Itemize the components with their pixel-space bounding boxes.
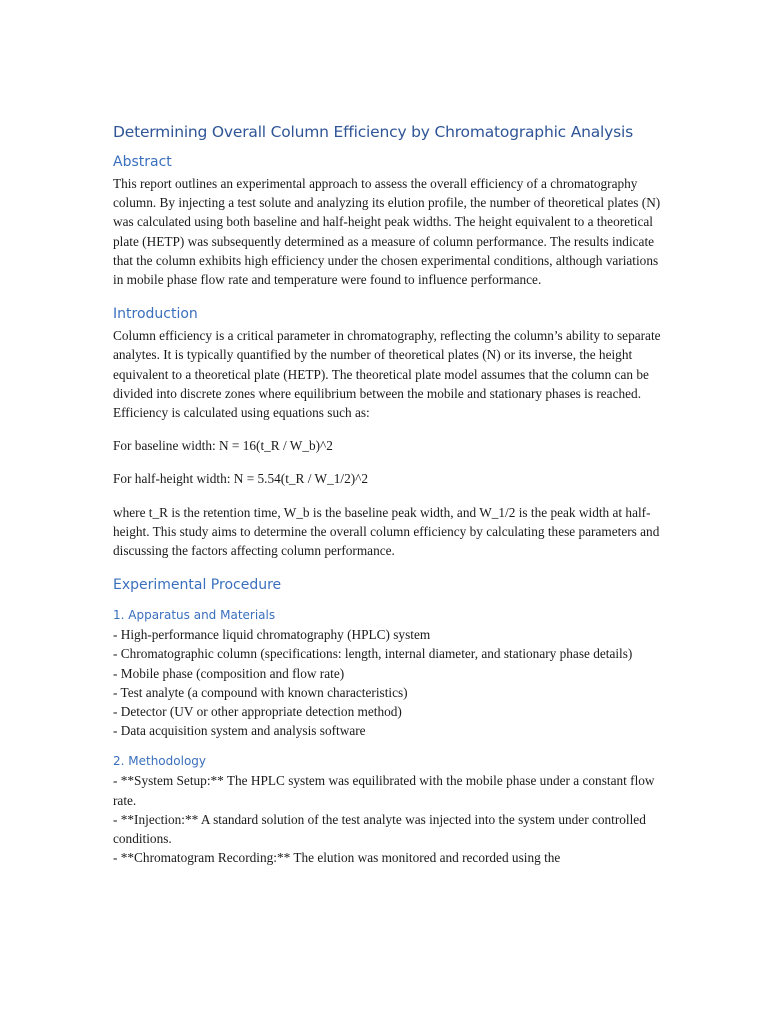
abstract-heading: Abstract	[113, 154, 172, 170]
methodology-heading: 2. Methodology	[113, 754, 207, 769]
list-item: - **Injection:** A standard solution of the test analyte was injected into the system under controlled conditions.	[113, 811, 646, 847]
equation-baseline: For baseline width: N = 16(t_R / W_b)^2	[113, 438, 333, 454]
list-item: - Detector (UV or other appropriate detection method)	[113, 704, 402, 720]
introduction-paragraph-1: Column efficiency is a critical parameter in chromatography, reflecting the column’s ability to separate analytes. It is typically quantified by the number of theoretical plates (N) or its inverse, the height equivalent to a theoretical plate (HETP). The theoretical plate model assumes that the column can be divided into discrete zones where equilibrium between the mobile and stationary phases is reached. Efficiency is calculated using equations such as:	[113, 328, 661, 421]
list-item: - High-performance liquid chromatography (HPLC) system	[113, 627, 431, 643]
document-title: Determining Overall Column Efficiency by Chromatographic Analysis	[113, 123, 633, 141]
procedure-heading: Experimental Procedure	[113, 577, 282, 594]
list-item: - Data acquisition system and analysis software	[113, 723, 366, 739]
document-body	[113, 123, 661, 867]
apparatus-list	[113, 625, 661, 740]
introduction-paragraph-2: where t_R is the retention time, W_b is the baseline peak width, and W_1/2 is the peak width at half-height. This study aims to determine the overall column efficiency by calculating these parameters and discussing the factors affecting column performance.	[113, 504, 660, 559]
list-item: - Mobile phase (composition and flow rate)	[113, 665, 345, 681]
list-item: - **System Setup:** The HPLC system was equilibrated with the mobile phase under a constant flow rate.	[113, 773, 655, 808]
methodology-list	[113, 771, 661, 867]
list-item: - **Chromatogram Recording:** The elution was monitored and recorded using the	[113, 850, 561, 866]
abstract-text: This report outlines an experimental approach to assess the overall efficiency of a chromatography column. By injecting a test solute and analyzing its elution profile, the number of theoretical plates (N) was calculated using both baseline and half-height peak widths. The height equivalent to a theoretical plate (HETP) was subsequently determined as a measure of column performance. The results indicate that the column exhibits high efficiency under the chosen experimental conditions, although variations in mobile phase flow rate and temperature were found to influence performance.	[113, 176, 661, 288]
introduction-heading: Introduction	[113, 306, 198, 323]
apparatus-heading: 1. Apparatus and Materials	[113, 608, 276, 623]
equation-half-height: For half-height width: N = 5.54(t_R / W_1/2)^2	[113, 471, 369, 487]
list-item: - Chromatographic column (specifications: length, internal diameter, and stationary phase details)	[113, 646, 633, 662]
list-item: - Test analyte (a compound with known characteristics)	[113, 684, 408, 700]
